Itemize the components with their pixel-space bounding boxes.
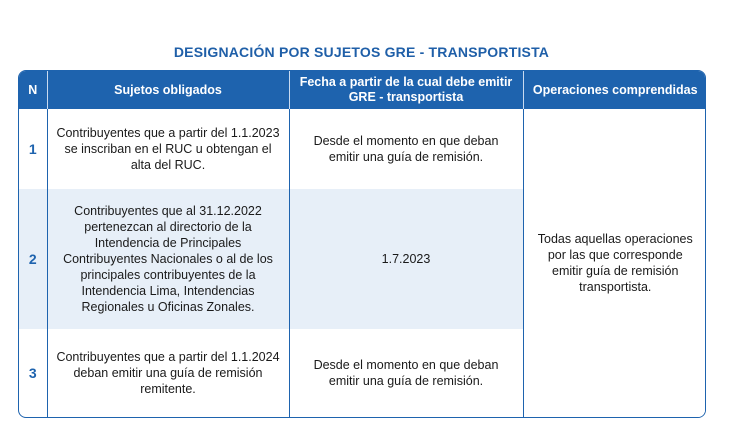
header-fecha: Fecha a partir de la cual debe emitir GRE - transportista	[289, 71, 523, 109]
designation-table	[18, 70, 706, 418]
table-header-row	[19, 71, 706, 109]
header-operaciones: Operaciones comprendidas	[523, 71, 706, 109]
row-fecha: Desde el momento en que deban emitir una guía de remisión.	[289, 109, 523, 189]
row-number: 3	[28, 365, 37, 381]
table-row	[19, 109, 706, 189]
row-fecha: 1.7.2023	[289, 189, 523, 329]
row-sujetos: Contribuyentes que a partir del 1.1.2023 se inscriban en el RUC u obtengan el alta del RUC.	[47, 109, 289, 189]
header-n: N	[19, 71, 47, 109]
row-sujetos: Contribuyentes que al 31.12.2022 pertenezcan al directorio de la Intendencia de Principales Contribuyentes Nacionales o al de los principales contribuyentes de la Intendencia Lima, Intendencias Regionales u Oficinas Zonales.	[47, 189, 289, 329]
row-sujetos: Contribuyentes que a partir del 1.1.2024 deban emitir una guía de remisión remitente.	[47, 329, 289, 417]
row-number: 1	[28, 141, 37, 157]
header-sujetos: Sujetos obligados	[47, 71, 289, 109]
row-number: 2	[19, 189, 47, 329]
operaciones-cell: Todas aquellas operaciones por las que corresponde emitir guía de remisión transportista.	[523, 109, 706, 417]
page-title: DESIGNACIÓN POR SUJETOS GRE - TRANSPORTISTA	[173, 44, 550, 60]
row-fecha: Desde el momento en que deban emitir una guía de remisión.	[289, 329, 523, 417]
